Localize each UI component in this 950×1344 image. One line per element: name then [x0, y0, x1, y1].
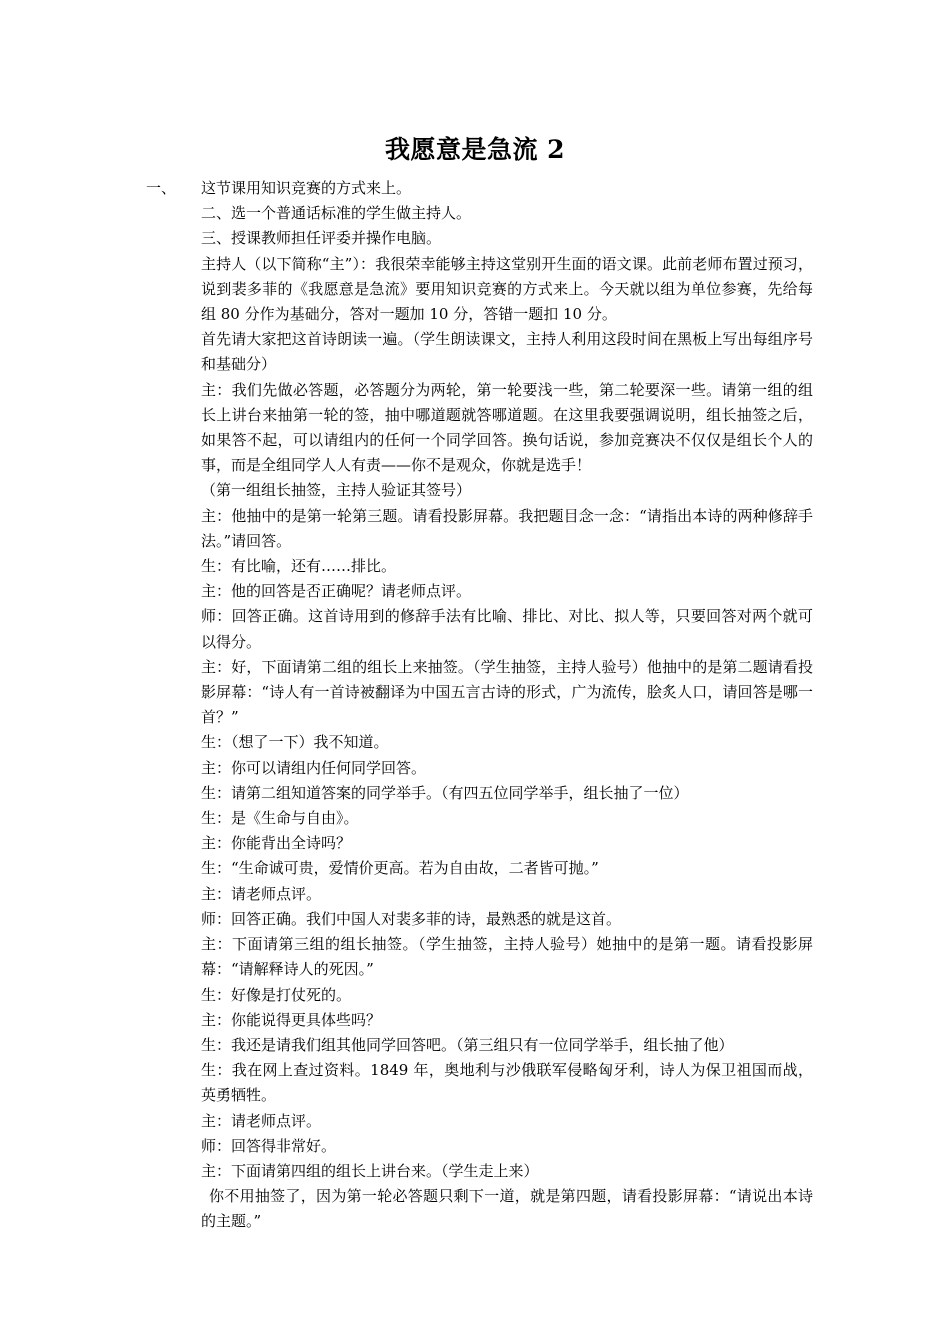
paragraph: 师：回答得非常好。	[201, 1136, 337, 1155]
paragraph: 主：请老师点评。	[201, 884, 322, 903]
paragraph: 主：他的回答是否正确呢？请老师点评。	[201, 582, 472, 601]
paragraph: 师：回答正确。我们中国人对裴多菲的诗，最熟悉的就是这首。	[201, 909, 622, 928]
paragraph: 你不用抽签了，因为第一轮必答题只剩下一道，就是第四题，请看投影屏幕：“请说出本诗的主题。”	[201, 1187, 813, 1231]
paragraph: 主：请老师点评。	[201, 1111, 322, 1130]
paragraph: 主：好，下面请第二组的组长上来抽签。（学生抽签，主持人验号）他抽中的是第二题请看投影屏幕：“诗人有一首诗被翻译为中国五言古诗的形式，广为流传，脍炙人口，请回答是哪一首？”	[201, 657, 813, 727]
paragraph: 二、选一个普通话标准的学生做主持人。	[201, 204, 472, 223]
paragraph: 生：是《生命与自由》。	[201, 809, 359, 828]
paragraph: 生：有比喻，还有……排比。	[201, 557, 397, 576]
paragraph: 主：你能背出全诗吗？	[201, 834, 352, 853]
paragraph: 生：好像是打仗死的。	[201, 985, 352, 1004]
paragraph: （第一组组长抽签，主持人验证其签号）	[201, 481, 472, 500]
paragraph: 这节课用知识竞赛的方式来上。	[201, 179, 412, 197]
paragraph: 生：（想了一下）我不知道。	[201, 733, 389, 752]
list-marker: 一、	[146, 179, 177, 197]
paragraph: 三、授课教师担任评委并操作电脑。	[201, 229, 442, 248]
page-title: 我愿意是急流 2	[384, 135, 566, 164]
paragraph: 首先请大家把这首诗朗读一遍。（学生朗读课文，主持人利用这段时间在黑板上写出每组序号和基础分）	[201, 330, 813, 374]
paragraph: 生：请第二组知道答案的同学举手。（有四五位同学举手，组长抽了一位）	[201, 783, 689, 802]
paragraph: 主：我们先做必答题，必答题分为两轮，第一轮要浅一些，第二轮要深一些。请第一组的组长上讲台来抽第一轮的签，抽中哪道题就答哪道题。在这里我要强调说明，组长抽签之后，如果答不起，可以请组内的任何一个同学回答。换句话说，参加竞赛决不仅仅是组长个人的事，而是全组同学人人有责——你不是观众，你就是选手！	[201, 380, 813, 475]
paragraph: 主持人（以下简称“主”）：我很荣幸能够主持这堂别开生面的语文课。此前老师布置过预习，说到裴多菲的《我愿意是急流》要用知识竞赛的方式来上。今天就以组为单位参赛，先给每组 80 分作为基础分，答对一题加 10 分，答错一题扣 10 分。	[201, 254, 813, 324]
paragraph: 主：下面请第四组的组长上讲台来。（学生走上来）	[201, 1161, 539, 1180]
paragraph: 主：你可以请组内任何同学回答。	[201, 758, 427, 777]
paragraph: 师：回答正确。这首诗用到的修辞手法有比喻、排比、对比、拟人等，只要回答对两个就可以得分。	[201, 607, 813, 651]
paragraph: 生：我在网上查过资料。1849 年，奥地利与沙俄联军侵略匈牙利，诗人为保卫祖国而战，英勇牺牲。	[201, 1061, 813, 1105]
paragraph: 主：他抽中的是第一轮第三题。请看投影屏幕。我把题目念一念：“请指出本诗的两种修辞手法。”请回答。	[201, 506, 813, 550]
paragraph: 生：我还是请我们组其他同学回答吧。（第三组只有一位同学举手，组长抽了他）	[201, 1035, 734, 1054]
paragraph: 生：“生命诚可贵，爱情价更高。若为自由故，二者皆可抛。”	[201, 859, 599, 878]
paragraph: 主：下面请第三组的组长抽签。（学生抽签，主持人验号）她抽中的是第一题。请看投影屏幕：“请解释诗人的死因。”	[201, 935, 813, 979]
paragraph: 主：你能说得更具体些吗？	[201, 1010, 382, 1029]
document-body	[201, 176, 813, 1235]
